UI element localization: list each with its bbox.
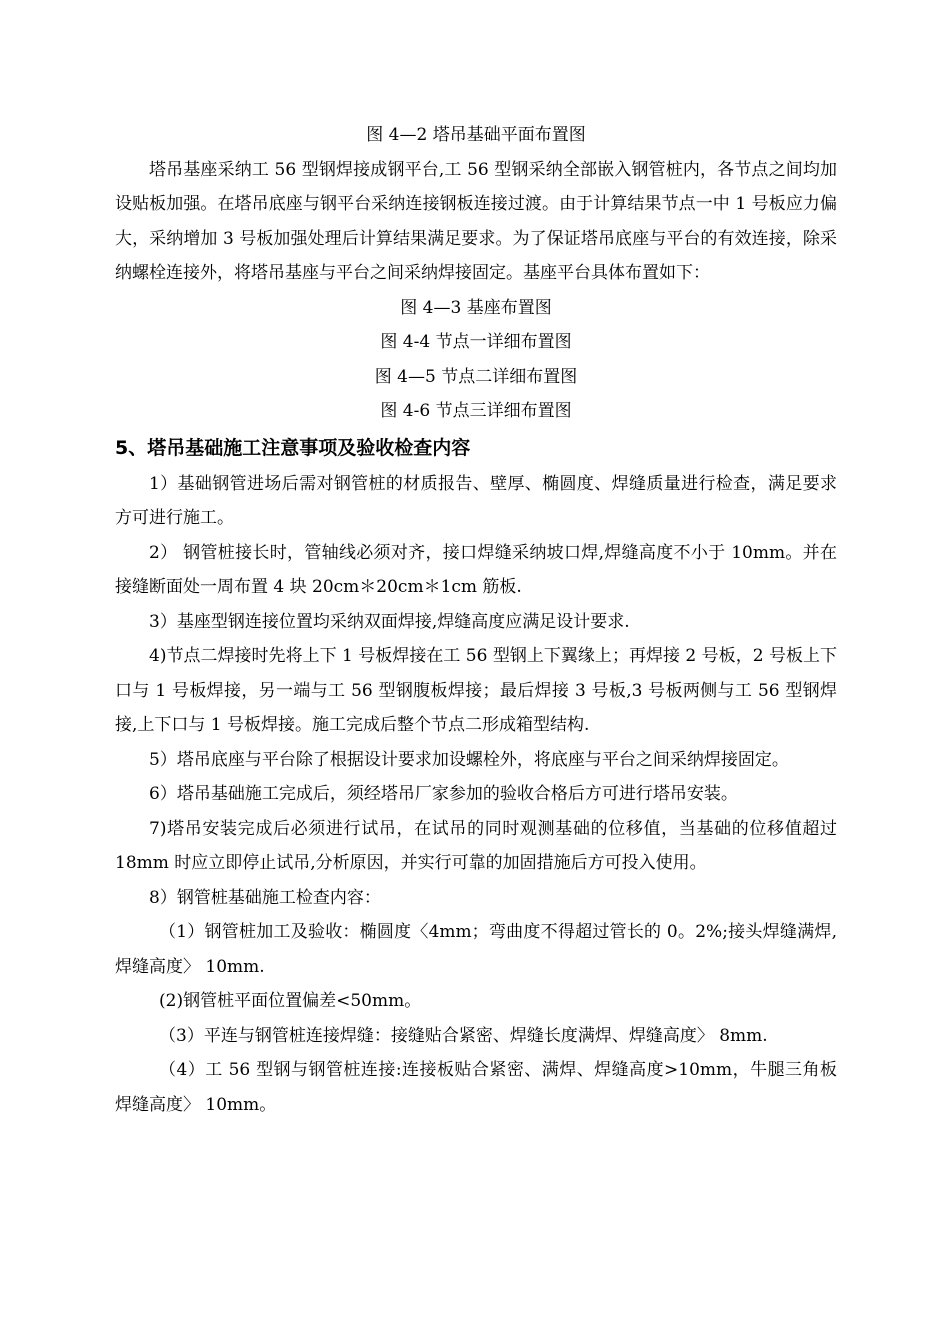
check-item: （3）平连与钢管桩连接焊缝：接缝贴合紧密、焊缝长度满焊、焊缝高度〉 8mm. — [159, 1025, 768, 1046]
figure-caption-4-4: 图 4-4 节点一详细布置图 — [380, 332, 572, 352]
list-item: 5）塔吊底座与平台除了根据设计要求加设螺栓外，将底座与平台之间采纳焊接固定。 — [149, 749, 789, 770]
check-item: （4）工 56 型钢与钢管桩连接:连接板贴合紧密、满焊、焊缝高度>10mm，牛腿三角板焊缝高度〉 10mm。 — [115, 1060, 837, 1115]
figure-caption-4-5: 图 4—5 节点二详细布置图 — [374, 366, 578, 387]
section-heading: 5、塔吊基础施工注意事项及验收检查内容 — [115, 436, 471, 459]
document-body — [115, 118, 837, 1122]
list-item: 6）塔吊基础施工完成后，须经塔吊厂家参加的验收合格后方可进行塔吊安装。 — [149, 784, 738, 804]
figure-caption-4-3: 图 4—3 基座布置图 — [400, 297, 552, 318]
list-item: 3）基座型钢连接位置均采纳双面焊接,焊缝高度应满足设计要求. — [149, 611, 630, 632]
list-item: 2） 钢管桩接长时，管轴线必须对齐，接口焊缝采纳坡口焊,焊缝高度不小于 10mm。并在接缝断面处一周布置 4 块 20cm＊20cm＊1cm 筋板. — [115, 542, 837, 597]
list-item: 8）钢管桩基础施工检查内容： — [149, 887, 381, 908]
list-item: 1）基础钢管进场后需对钢管桩的材质报告、壁厚、椭圆度、焊缝质量进行检查，满足要求方可进行施工。 — [115, 473, 837, 528]
check-item: （1）钢管桩加工及验收：椭圆度〈4mm；弯曲度不得超过管长的 0。2%;接头焊缝满焊,焊缝高度〉 10mm. — [115, 922, 837, 977]
figure-caption-4-6: 图 4-6 节点三详细布置图 — [380, 401, 572, 421]
figure-caption-4-2: 图 4—2 塔吊基础平面布置图 — [366, 125, 586, 145]
list-item: 4)节点二焊接时先将上下 1 号板焊接在工 56 型钢上下翼缘上；再焊接 2 号板，2 号板上下口与 1 号板焊接，另一端与工 56 型钢腹板焊接；最后焊接 3 号板,3 号板两侧与工 56 型钢焊接,上下口与 1 号板焊接。施工完成后整个节点二形成箱型结构. — [115, 646, 837, 735]
list-item: 7)塔吊安装完成后必须进行试吊，在试吊的同时观测基础的位移值，当基础的位移值超过 18mm 时应立即停止试吊,分析原因，并实行可靠的加固措施后方可投入使用。 — [115, 818, 837, 873]
intro-paragraph: 塔吊基座采纳工 56 型钢焊接成钢平台,工 56 型钢采纳全部嵌入钢管桩内，各节点之间均加设贴板加强。在塔吊底座与钢平台采纳连接钢板连接过渡。由于计算结果节点一中 1 号板应力偏大，采纳增加 3 号板加强处理后计算结果满足要求。为了保证塔吊底座与平台的有效连接，除采纳螺栓连接外，将塔吊基座与平台之间采纳焊接固定。基座平台具体布置如下： — [115, 159, 837, 283]
check-item: (2)钢管桩平面位置偏差<50mm。 — [159, 991, 422, 1011]
